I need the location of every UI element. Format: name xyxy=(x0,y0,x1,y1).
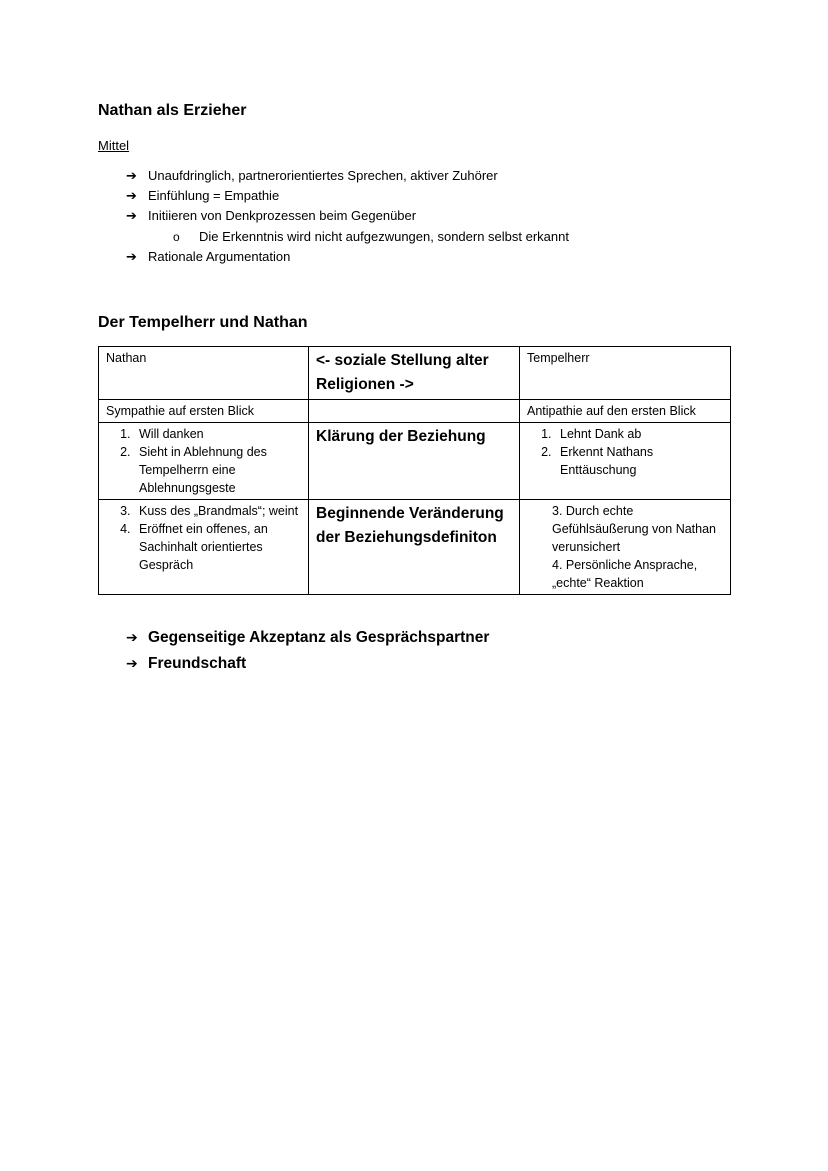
list-item: 3. Kuss des „Brandmals“; weint xyxy=(134,502,301,520)
table-cell: Tempelherr xyxy=(520,347,731,400)
table-row xyxy=(99,347,731,400)
list-item: 3. Durch echte Gefühlsäußerung von Nathan verunsichert xyxy=(552,504,716,554)
table-cell xyxy=(520,423,731,500)
table-row xyxy=(99,500,731,595)
table-cell: Sympathie auf ersten Blick xyxy=(99,400,309,423)
list-item: ➔ Rationale Argumentation xyxy=(126,249,291,265)
circle-bullet-icon: o xyxy=(173,230,180,244)
section-title-tempelherr: Der Tempelherr und Nathan xyxy=(98,314,308,331)
list-item: ➔ Unaufdringlich, partnerorientiertes Sprechen, aktiver Zuhörer xyxy=(126,168,498,184)
arrow-right-icon: ➔ xyxy=(126,189,137,204)
arrow-right-icon: ➔ xyxy=(126,209,137,224)
table-row xyxy=(99,423,731,500)
table-cell-heading: Klärung der Beziehung xyxy=(309,423,520,500)
table-cell xyxy=(520,500,731,595)
table-cell-heading: Beginnende Veränderung der Beziehungsdefiniton xyxy=(309,500,520,595)
list-item: ➔ Einfühlung = Empathie xyxy=(126,188,280,204)
table-cell xyxy=(309,400,520,423)
subheading-mittel: Mittel xyxy=(98,138,130,153)
table-cell: Nathan xyxy=(99,347,309,400)
table-cell xyxy=(99,500,309,595)
list-item: 4. Eröffnet ein offenes, an Sachinhalt orientiertes Gespräch xyxy=(134,520,301,574)
table-cell: Antipathie auf den ersten Blick xyxy=(520,400,731,423)
list-item: ➔ Initiieren von Denkprozessen beim Gegenüber xyxy=(126,208,417,224)
list-item: 2. Sieht in Ablehnung des Tempelherrn eine Ablehnungsgeste xyxy=(134,443,301,497)
relationship-table xyxy=(98,346,731,595)
section-title-erzieher: Nathan als Erzieher xyxy=(98,102,247,119)
list-item: 1. Will danken xyxy=(134,425,301,443)
table-cell-heading: <- soziale Stellung alter Religionen -> xyxy=(309,347,520,400)
conclusion-item: ➔ Freundschaft xyxy=(126,655,247,672)
list-item: 2. Erkennt Nathans Enttäuschung xyxy=(555,443,723,479)
list-subitem: o Die Erkenntnis wird nicht aufgezwungen, sondern selbst erkannt xyxy=(173,229,569,244)
conclusion-item: ➔ Gegenseitige Akzeptanz als Gesprächspartner xyxy=(126,629,490,646)
table-cell xyxy=(99,423,309,500)
arrow-right-icon: ➔ xyxy=(126,630,138,646)
list-item: 4. Persönliche Ansprache, „echte“ Reaktion xyxy=(552,558,698,590)
arrow-right-icon: ➔ xyxy=(126,250,137,265)
arrow-right-icon: ➔ xyxy=(126,656,138,672)
list-item: 1. Lehnt Dank ab xyxy=(555,425,723,443)
table-row xyxy=(99,400,731,423)
arrow-right-icon: ➔ xyxy=(126,169,137,184)
